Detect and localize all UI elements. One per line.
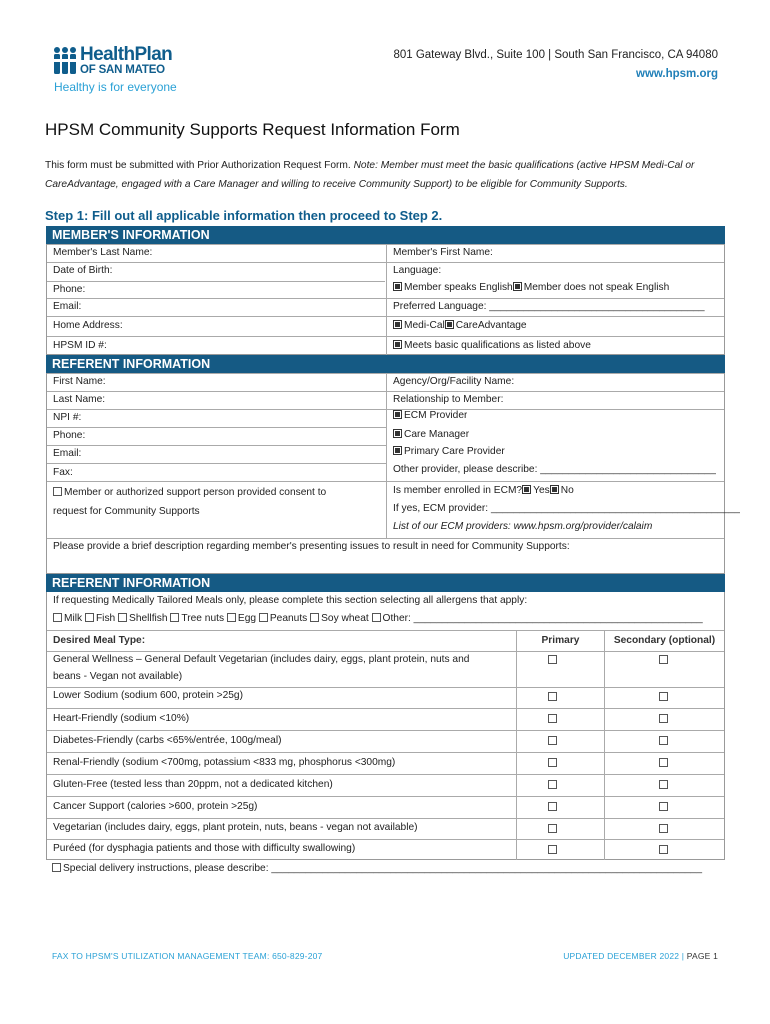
footer-fax: FAX TO HPSM'S UTILIZATION MANAGEMENT TEAM: 650-829-207 xyxy=(52,951,323,961)
enrolled-ecm-label: Is member enrolled in ECM? xyxy=(393,485,523,496)
member-hpsm-id-label[interactable]: HPSM ID #: xyxy=(53,340,107,351)
referent-last-name-label[interactable]: Last Name: xyxy=(53,394,106,405)
ecm-no-label: No xyxy=(560,485,574,496)
secondary-checkbox[interactable] xyxy=(659,736,668,745)
language-options xyxy=(387,282,669,293)
not-english-label: Member does not speak English xyxy=(523,282,670,293)
fish-checkbox[interactable] xyxy=(85,613,94,622)
meal-type-label: Cancer Support (calories >600, protein >25g) xyxy=(53,801,258,812)
ecm-provider-name-field[interactable]: If yes, ECM provider: ____________________________________________ xyxy=(393,503,741,514)
footer-updated xyxy=(563,951,718,961)
secondary-header: Secondary (optional) xyxy=(613,635,716,646)
step-1-heading: Step 1: Fill out all applicable information then proceed to Step 2. xyxy=(45,208,443,223)
enrolled-ecm-question xyxy=(387,485,574,496)
ecm-provider-label: ECM Provider xyxy=(404,410,468,421)
intro-plain: This form must be submitted with Prior Authorization Request Form. xyxy=(45,160,354,171)
logo-subname: OF SAN MATEO xyxy=(80,64,165,76)
primary-checkbox[interactable] xyxy=(548,780,557,789)
egg-label: Egg xyxy=(237,613,257,624)
secondary-checkbox[interactable] xyxy=(659,692,668,701)
special-delivery-field[interactable]: Special delivery instructions, please describe: ____________________________________________________________________________ xyxy=(63,863,702,874)
header-address: 801 Gateway Blvd., Suite 100 | South San Francisco, CA 94080 xyxy=(393,49,718,61)
logo-name: HealthPlan xyxy=(80,44,173,65)
consent-label-line2: request for Community Supports xyxy=(53,506,200,517)
speaks-english-label: Member speaks English xyxy=(404,282,513,293)
tree-nuts-label: Tree nuts xyxy=(181,613,225,624)
secondary-checkbox[interactable] xyxy=(659,758,668,767)
member-last-name-label[interactable]: Member's Last Name: xyxy=(53,247,153,258)
qualifications-option xyxy=(387,340,591,351)
meal-row-cancer-support xyxy=(47,796,724,818)
ecm-provider-checkbox[interactable] xyxy=(393,410,402,419)
milk-label: Milk xyxy=(64,613,83,624)
ecm-provider-option xyxy=(387,410,467,421)
meal-row-lower-sodium xyxy=(47,687,724,708)
meals-info-band: REFERENT INFORMATION xyxy=(46,574,725,592)
secondary-checkbox[interactable] xyxy=(659,824,668,833)
milk-checkbox[interactable] xyxy=(53,613,62,622)
meal-row-gluten-free xyxy=(47,774,724,796)
meets-qualifications-checkbox[interactable] xyxy=(393,340,402,349)
intro-text xyxy=(45,156,735,194)
primary-header: Primary xyxy=(541,635,580,646)
meets-qualifications-label: Meets basic qualifications as listed above xyxy=(404,340,591,351)
not-english-checkbox[interactable] xyxy=(513,282,522,291)
peanuts-label: Peanuts xyxy=(269,613,308,624)
medi-cal-checkbox[interactable] xyxy=(393,320,402,329)
member-email-label[interactable]: Email: xyxy=(53,301,82,312)
shellfish-label: Shellfish xyxy=(129,613,168,624)
meal-type-label: Heart-Friendly (sodium <10%) xyxy=(53,713,190,724)
plan-options xyxy=(387,320,527,331)
consent-label-line1: Member or authorized support person provided consent to xyxy=(64,487,327,498)
secondary-checkbox[interactable] xyxy=(659,802,668,811)
logo-tagline: Healthy is for everyone xyxy=(54,80,177,94)
secondary-checkbox[interactable] xyxy=(659,780,668,789)
member-first-name-label[interactable]: Member's First Name: xyxy=(393,247,493,258)
fish-label: Fish xyxy=(95,613,116,624)
member-info-band: MEMBER'S INFORMATION xyxy=(46,226,725,244)
secondary-checkbox[interactable] xyxy=(659,655,668,664)
preferred-language-field[interactable]: Preferred Language: ______________________________________ xyxy=(393,301,705,312)
special-delivery-checkbox[interactable] xyxy=(52,863,61,872)
referent-info-band: REFERENT INFORMATION xyxy=(46,355,725,373)
other-provider-field[interactable]: Other provider, please describe: _______________________________ xyxy=(393,464,716,475)
meal-row-renal-friendly xyxy=(47,752,724,774)
member-phone-label[interactable]: Phone: xyxy=(47,281,385,295)
people-logo-icon xyxy=(52,46,78,76)
pcp-label: Primary Care Provider xyxy=(404,446,505,457)
footer-updated-label: UPDATED DECEMBER 2022 | xyxy=(563,951,687,961)
meal-type-label: Vegetarian (includes dairy, eggs, plant protein, nuts, beans - vegan not available) xyxy=(53,822,418,833)
relationship-label: Relationship to Member: xyxy=(393,394,504,405)
referent-agency-label[interactable]: Agency/Org/Facility Name: xyxy=(393,376,515,387)
meal-type-label: Renal-Friendly (sodium <700mg, potassium <833 mg, phosphorus <300mg) xyxy=(53,757,396,768)
speaks-english-checkbox[interactable] xyxy=(393,282,402,291)
meal-type-header: Desired Meal Type: xyxy=(53,635,146,646)
member-language-label: Language: xyxy=(393,265,442,276)
page-number: PAGE 1 xyxy=(686,951,718,961)
referent-info-table xyxy=(46,373,741,574)
medi-cal-label: Medi-Cal xyxy=(404,320,445,331)
primary-checkbox[interactable] xyxy=(548,845,557,854)
primary-checkbox[interactable] xyxy=(548,824,557,833)
referent-fax-label[interactable]: Fax: xyxy=(53,467,73,478)
peanuts-checkbox[interactable] xyxy=(259,613,268,622)
meals-table xyxy=(46,592,725,860)
secondary-checkbox[interactable] xyxy=(659,714,668,723)
meal-type-label-cont: beans - Vegan not available) xyxy=(53,671,183,682)
member-info-table xyxy=(46,244,725,355)
hpsm-logo xyxy=(52,44,192,96)
ecm-yes-label: Yes xyxy=(533,485,550,496)
soy-wheat-label: Soy wheat xyxy=(321,613,369,624)
shellfish-checkbox[interactable] xyxy=(118,613,127,622)
other-allergen-checkbox[interactable] xyxy=(372,613,381,622)
tree-nuts-checkbox[interactable] xyxy=(170,613,179,622)
member-home-address-label[interactable]: Home Address: xyxy=(53,320,123,331)
meals-instruction: If requesting Medically Tailored Meals only, please complete this section selecting all allergens that apply: xyxy=(53,595,528,606)
other-allergen-field[interactable]: Other: ___________________________________________________ xyxy=(382,613,703,624)
care-manager-option xyxy=(387,429,469,440)
ecm-yes-checkbox[interactable] xyxy=(522,485,531,494)
care-manager-label: Care Manager xyxy=(404,429,470,440)
intro-note: Note: Member must meet the basic qualifications (active HPSM Medi-Cal or CareAdvantage, engaged with a Care Manager and willing to receive Community Support) to be eligible for Community Supports. xyxy=(45,160,695,190)
pcp-checkbox[interactable] xyxy=(393,446,402,455)
meal-type-label: Gluten-Free (tested less than 20ppm, not a dedicated kitchen) xyxy=(53,779,333,790)
meal-type-label: Lower Sodium (sodium 600, protein >25g) xyxy=(53,690,243,701)
special-delivery-option xyxy=(46,863,726,874)
consent-option xyxy=(47,487,326,498)
referent-phone-label[interactable]: Phone: xyxy=(53,430,86,441)
meal-row-general-wellness xyxy=(47,651,724,687)
presenting-issues-label[interactable]: Please provide a brief description regarding member's presenting issues to result in need for Community Supports: xyxy=(53,541,570,552)
primary-checkbox[interactable] xyxy=(548,758,557,767)
primary-checkbox[interactable] xyxy=(548,692,557,701)
egg-checkbox[interactable] xyxy=(227,613,236,622)
allergen-options xyxy=(47,613,703,624)
care-advantage-checkbox[interactable] xyxy=(445,320,454,329)
primary-checkbox[interactable] xyxy=(548,714,557,723)
header-website-link[interactable]: www.hpsm.org xyxy=(636,68,718,80)
meal-type-label: General Wellness – General Default Vegetarian (includes dairy, eggs, plant protein, nuts and xyxy=(53,654,470,665)
referent-first-name-label[interactable]: First Name: xyxy=(53,376,106,387)
ecm-providers-list-link[interactable]: List of our ECM providers: www.hpsm.org/provider/calaim xyxy=(393,521,653,532)
meal-row-heart-friendly xyxy=(47,708,724,730)
meal-type-label: Puréed (for dysphagia patients and those with difficulty swallowing) xyxy=(53,843,356,854)
consent-checkbox[interactable] xyxy=(53,487,62,496)
primary-checkbox[interactable] xyxy=(548,802,557,811)
member-dob-label[interactable]: Date of Birth: xyxy=(53,265,113,276)
meal-row-vegetarian xyxy=(47,818,724,839)
care-manager-checkbox[interactable] xyxy=(393,429,402,438)
pcp-option xyxy=(387,446,505,457)
ecm-no-checkbox[interactable] xyxy=(550,485,559,494)
meal-row-diabetes-friendly xyxy=(47,730,724,752)
meal-type-label: Diabetes-Friendly (carbs <65%/entrée, 100g/meal) xyxy=(53,735,282,746)
care-advantage-label: CareAdvantage xyxy=(455,320,527,331)
referent-email-label[interactable]: Email: xyxy=(53,448,82,459)
primary-checkbox[interactable] xyxy=(548,655,557,664)
referent-npi-label[interactable]: NPI #: xyxy=(53,412,82,423)
primary-checkbox[interactable] xyxy=(548,736,557,745)
soy-wheat-checkbox[interactable] xyxy=(310,613,319,622)
meal-row-pureed xyxy=(47,839,724,860)
secondary-checkbox[interactable] xyxy=(659,845,668,854)
page-title: HPSM Community Supports Request Information Form xyxy=(45,120,460,139)
